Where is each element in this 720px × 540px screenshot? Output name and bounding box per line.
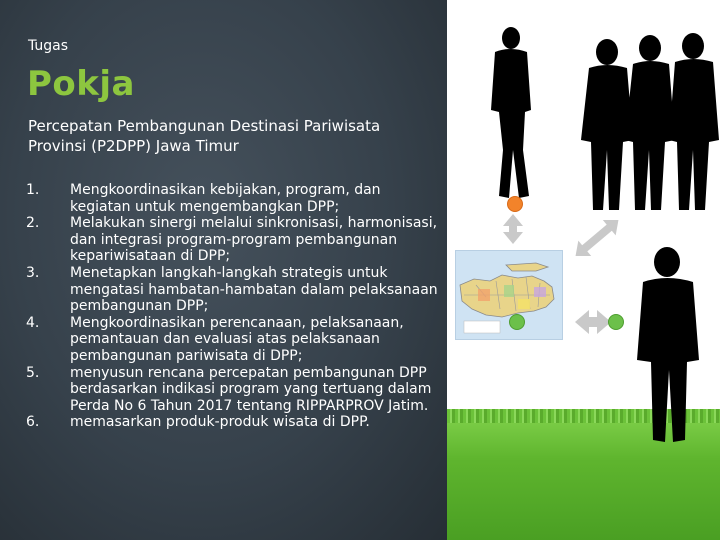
task-item — [26, 182, 444, 215]
task-number: 3. — [26, 264, 40, 281]
double-arrow-icon — [569, 212, 625, 263]
task-number: 6. — [26, 414, 40, 431]
woman-silhouette-icon — [491, 27, 531, 198]
illustration-panel — [447, 0, 720, 540]
task-text: menyusun rencana percepatan pembangunan DPP berdasarkan indikasi program yang tertuang dalam Perda No 6 Tahun 2017 tentang RIPPARPROV Jatim. — [70, 364, 432, 414]
task-text: memasarkan produk-produk wisata di DPP. — [70, 414, 370, 431]
green-dot-icon — [509, 314, 525, 330]
task-text: Menetapkan langkah-langkah strategis untuk mengatasi hambatan-hambatan dalam pelaksanaan pembangunan DPP; — [70, 264, 438, 315]
task-text: Melakukan sinergi melalui sinkronisasi, harmonisasi, dan integrasi program-program pembangunan kepariwisataan di DPP; — [70, 215, 438, 265]
group-silhouette-icon — [581, 33, 719, 210]
slide-title: Pokja — [27, 64, 135, 104]
double-arrow-icon — [575, 310, 611, 334]
task-number: 2. — [26, 215, 40, 232]
task-item — [26, 365, 444, 415]
task-number: 4. — [26, 314, 40, 331]
task-list — [26, 182, 444, 431]
slide-kicker: Tugas — [28, 38, 69, 54]
task-number: 1. — [26, 182, 40, 198]
man-silhouette-icon — [637, 247, 699, 442]
green-dot-icon — [608, 314, 624, 330]
slide-subtitle: Percepatan Pembangunan Destinasi Pariwisata Provinsi (P2DPP) Jawa Timur — [28, 117, 381, 155]
connector-arrows — [447, 0, 720, 540]
double-arrow-icon — [503, 214, 523, 244]
task-item — [26, 414, 444, 431]
task-item — [26, 265, 444, 315]
task-text: Mengkoordinasikan perencanaan, pelaksanaan, pemantauan dan evaluasi atas pelaksanaan pembangunan pariwisata di DPP; — [70, 314, 404, 364]
task-text: Mengkoordinasikan kebijakan, program, dan kegiatan untuk mengembangkan DPP; — [70, 182, 381, 215]
task-item — [26, 315, 444, 365]
task-number: 5. — [26, 364, 40, 381]
task-item — [26, 215, 444, 265]
orange-dot-icon — [507, 196, 523, 212]
